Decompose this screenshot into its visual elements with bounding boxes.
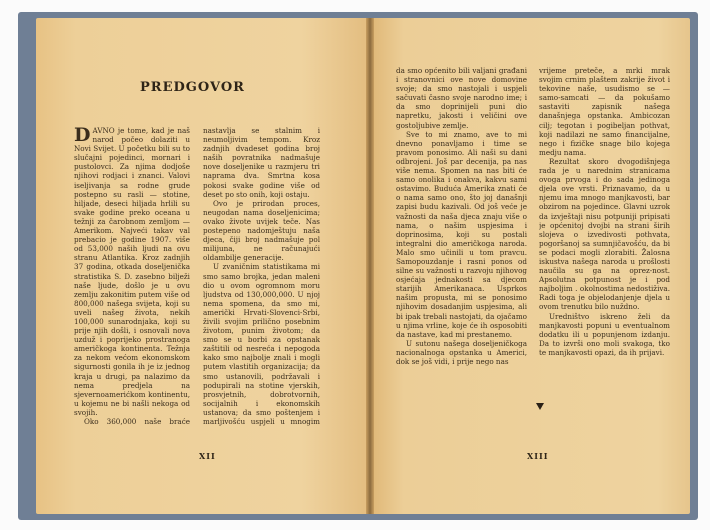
- paragraph: U sutonu našega doseljeničkoga nacionalnoga opstanka u Americi, dok se još vidi, i prije nego nas: [396, 338, 527, 366]
- left-page-column-2: [203, 126, 320, 426]
- page-title: PREDGOVOR: [140, 80, 245, 95]
- paragraph: Sve to mi znamo, ave to mi dnevno ponavljamo i time se pravom ponosimo. Ali naši su dani odbrojeni. Još par decenija, pa nas više nema. Spomen na nas biti će samo onolika i onakva, kakvu sami ostavimo. Buduća Amerika znati će o nama samo ono, što joj današnji zapisi budu kazivali. Od još veće je važnosti da naša djeca znaju više o nama, o našim uspjesima i doprinosima, koji su postali integralni dio američkoga naroda. Malo smo učinili u tom pravcu. Samopouzdanje i rasni ponos od silne su važnosti u razvoju njihovog osjećaja jednakosti sa djecom starijih Amerikanaca. Usprkos našim propusta, mi se ponosimo njihovim dosadanjim uspjesima, ali bi ipak trebali nastojati, da ojačamo u njima vrline, koje će ih osposobiti da nastave, kad mi prestanemo.: [396, 129, 527, 339]
- paragraph: Oko 360,000 naše braće: [84, 417, 190, 426]
- page-number-right: XIII: [527, 451, 549, 461]
- drop-cap: D: [74, 126, 91, 146]
- right-page-column-1: [396, 66, 527, 396]
- paragraph: Rezultat skoro dvogodišnjega rada je u narednim stranicama ovoga prvoga i do sada jedinoga djela ove vrsti. Priznavamo, da u njemu ima mnogo manjkavosti, bar obzirom na pojedince. Glavni uzrok da izvještaji nisu potpuniji pripisati je općenitoj dvojbi na strani širih slojeva o izvedivosti pothvata, pogoršanoj sa sumnjičavošću, da bi se podaci mogli zlorabiti. Žalosna iskustva našega naroda u prošlosti naučila su ga na oprez-nost. Apsolutna potpunost je i pod najboljim . okolnostima nedostiživa. Radi toga je objelodanjenje djela u ovom trenutku bilo nuždno.: [539, 156, 670, 312]
- book-gutter: [366, 18, 374, 514]
- right-page-column-2: [539, 66, 670, 396]
- paragraph: nastavlja se stalnim i neumoljivim tempom. Kroz zadnjih dvadeset godina broj naših povratnika nadmašuje nove doseljenike u razmjeru tri naprama dva. Smrtna kosa pokosi svake godine više od deset po sto onih, koji ostaju.: [203, 126, 320, 199]
- paragraph: [74, 126, 190, 417]
- section-end-triangle-icon: [536, 403, 544, 410]
- paragraph: vrijeme preteče, a mrki mrak svojim crnim plaštem zakrije život i tekovine naše, usudismo se — samo-samcati — da pokušamo sastaviti zapisnik našega današnjega opstanka. Ambicozan cilj; tegotan i pogibeljan pothvat, koji nadilazi ne samo financijalne, nego i fizičke snage bilo kojega medju nama.: [539, 66, 670, 157]
- paragraph: U zvaničnim statistikama mi smo samo brojka, jedan maleni dio u ovom ogromnom moru ljudstva od 130,000,000. U njoj nema spomena, da smo mi, američki Hrvati-Slovenci-Srbi, živili svojim prilično posebnim životom, punim životom; da smo se u borbi za opstanak zaštitili od nesreća i nepogoda kako smo najbolje znali i mogli putem vlastitih organizacija; da smo ustanovili, podržavali i podupirali na stotine vjerskih, prosvjetnih, dobrotvornih, socijalnih i ekonomskih ustanova; da smo poštenjem i marljivošću uspjeli u mnogim: [203, 262, 320, 426]
- paragraph: Uredništvo iskreno želi da manjkavosti popuni u eventualnom dodatku ili u popunjenom izdanju. Da to izvrši ono moli svakoga, tko te manjkavosti opazi, da ih prijavi.: [539, 311, 670, 357]
- paragraph-text: AVNO je tome, kad je naš narod počeo dolaziti u Novi Svijet. U početku bili su to slučajni pojedinci, mornari i pustolovci. Za njima dodjoše njihovi rodjaci i znanci. Valovi iseljivanja sa rodne grude postepno su rasli — stotine, hiljade, deseci hiljada hrlili su svake godine preko oceana u težnji za čarobnom zemljom — Amerikom. Najveći takav val prebacio je godine 1907. više od 53,000 naših ljudi na ovu stranu Atlantika. Kroz zadnjih 37 godina, otkada doseljenička stratistika S. D. zasebno bilježi naše ljude, došlo je u ovu zemlju zakonitim putem više od 800,000 našega svijeta, koji su uveli našeg života, nekih 100,000 sunarodnjaka, koji su prije njih došli, i osnovali nova uzduž i poprijeko prostranoga američkoga kontinenta. Težnja za nekom većom ekonomskom sigurnosti gonila ih je iz jednog kraja u drugi, pa nalazimo da nema predjela na sjevernoamerićkom kontinentu, u kojemu ne bi našli nekoga od svojih.: [74, 126, 190, 417]
- paragraph: Ovo je prirodan proces, neugodan nama doseljenicima; ovako živote uvijek teče. Nas postepeno nadomještuju naša djeca, čiji broj nadmašuje pol milijuna, ne računajući oldambilje generacije.: [203, 198, 320, 263]
- left-page-column-1: [74, 126, 190, 426]
- paragraph: da smo općenito bili valjani građani i stranovnici ove nove domovine svoje; da smo nastojali i uspjeli sačuvati časno svoje narodno ime; i da smo doprinijeli puni dio napretku, jakosti i veličini ove gostoljubive zemlje.: [396, 66, 527, 130]
- page-number-left: XII: [199, 451, 216, 461]
